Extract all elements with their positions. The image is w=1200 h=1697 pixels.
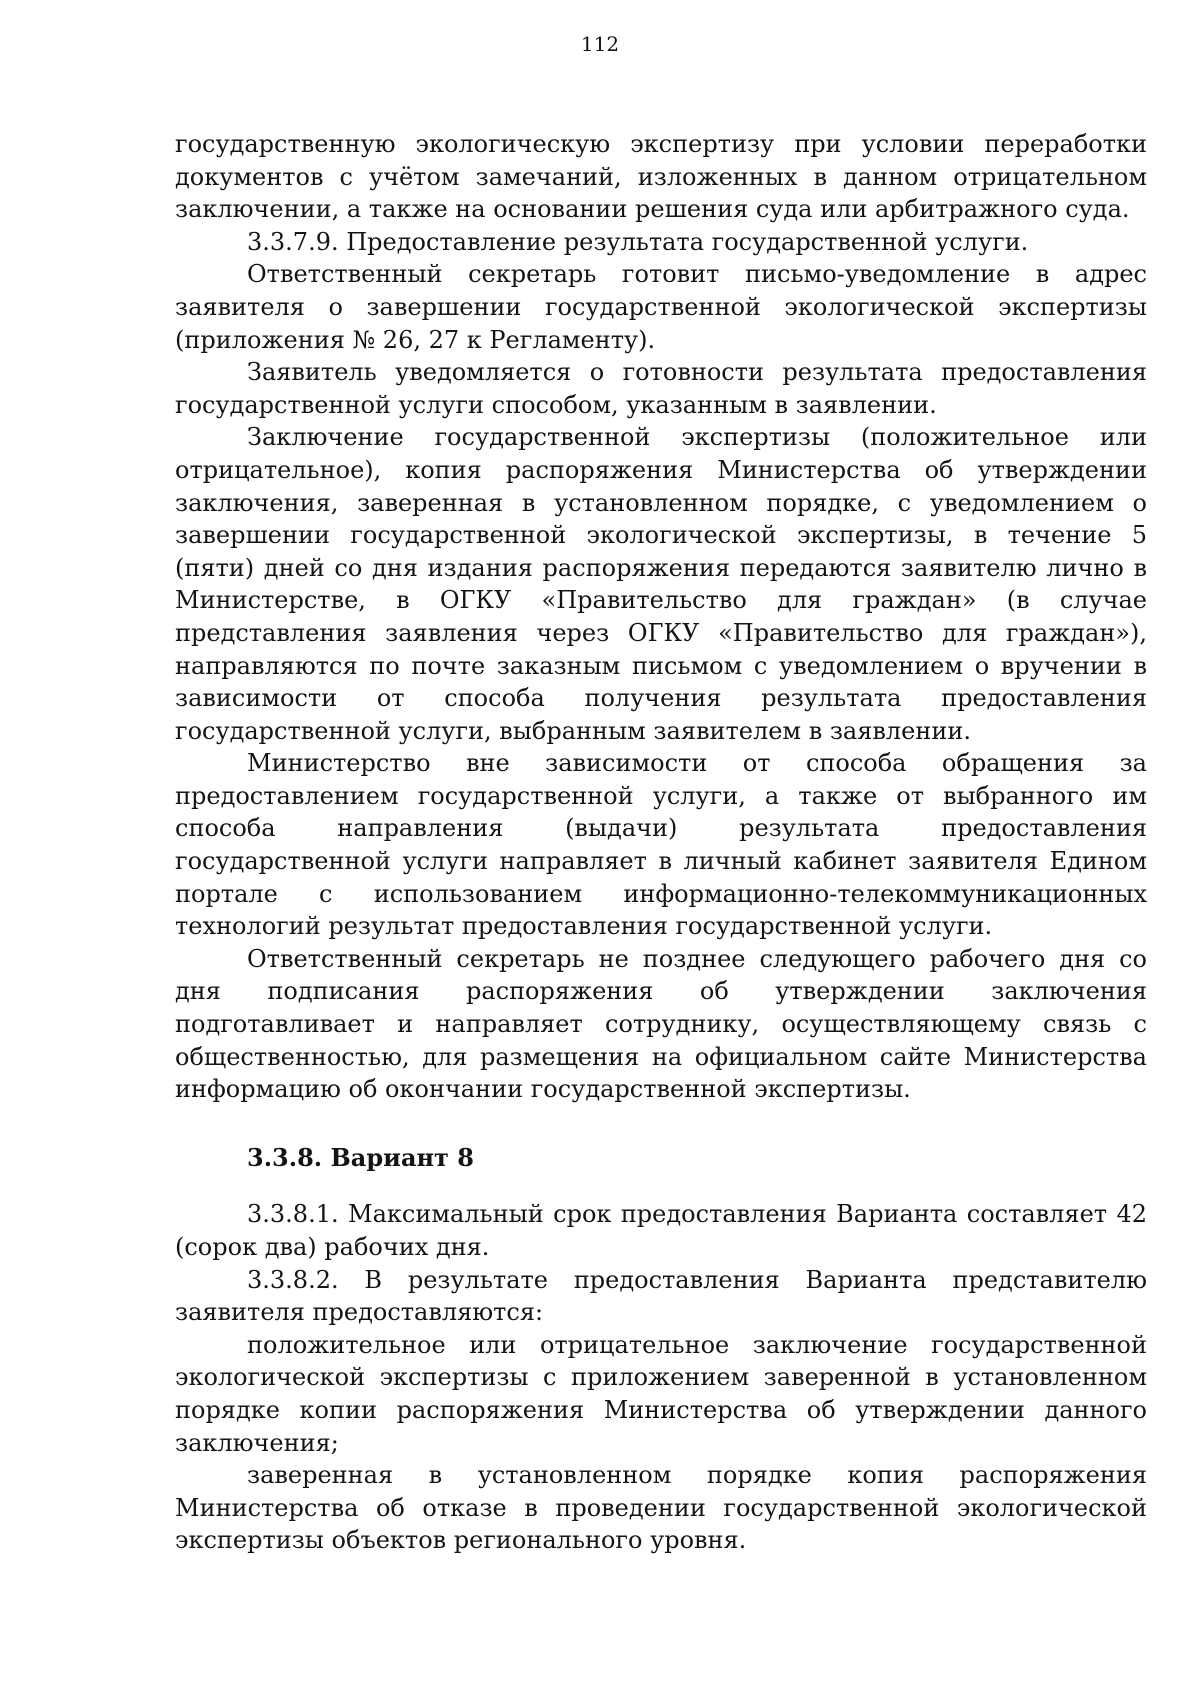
paragraph-conclusion-delivery: Заключение государственной экспертизы (положительное или отрицательное), копия распоряжения Министерства об утверждении заключения, заверенная в установленном порядке, с уведомлением о завершении государственной экологической экспертизы, в течение 5 (пяти) дней со дня издания распоряжения передаются заявителю лично в Министерстве, в ОГКУ «Правительство для граждан» (в случае представления заявления через ОГКУ «Правительство для граждан»), направляются по почте заказным письмом с уведомлением о вручении в зависимости от способа получения результата предоставления государственной услуги, выбранным заявителем в заявлении. bbox=[175, 423, 1147, 745]
section-heading-variant-8: 3.3.8. Вариант 8 bbox=[247, 1142, 474, 1172]
paragraph-secretary-notice: Ответственный секретарь готовит письмо-уведомление в адрес заявителя о завершении государственной экологической экспертизы (приложения № 26, 27 к Регламенту). bbox=[175, 260, 1147, 354]
paragraph-clause-3-3-8-2: 3.3.8.2. В результате предоставления Варианта представителю заявителя предоставляются: bbox=[175, 1265, 1147, 1327]
document-body bbox=[175, 128, 1147, 1557]
paragraph-clause-3-3-7-9: 3.3.7.9. Предоставление результата государственной услуги. bbox=[247, 227, 1029, 256]
paragraph-secretary-publication: Ответственный секретарь не позднее следующего рабочего дня со дня подписания распоряжения об утверждении заключения подготавливает и направляет сотруднику, осуществляющему связь с общественностью, для размещения на официальном сайте Министерства информацию об окончании государственной экспертизы. bbox=[175, 944, 1147, 1104]
paragraph-result-refusal: заверенная в установленном порядке копия распоряжения Министерства об отказе в проведении государственной экологической экспертизы объектов регионального уровня. bbox=[175, 1461, 1147, 1555]
paragraph-clause-3-3-8-1: 3.3.8.1. Максимальный срок предоставления Варианта составляет 42 (сорок два) рабочих дня. bbox=[175, 1200, 1147, 1261]
page-number: 112 bbox=[580, 32, 620, 56]
paragraph-ministry-portal: Министерство вне зависимости от способа обращения за предоставлением государственной услуги, а также от выбранного им способа направления (выдачи) результата предоставления государственной услуги направляет в личный кабинет заявителя Едином портале с использованием информационно-телекоммуникационных технологий результат предоставления государственной услуги. bbox=[175, 749, 1147, 941]
paragraph-applicant-notified: Заявитель уведомляется о готовности результата предоставления государственной услуги способом, указанным в заявлении. bbox=[175, 358, 1147, 419]
paragraph-continuation: государственную экологическую экспертизу при условии переработки документов с учётом замечаний, изложенных в данном отрицательном заключении, а также на основании решения суда или арбитражного суда. bbox=[175, 130, 1147, 224]
paragraph-result-conclusion: положительное или отрицательное заключение государственной экологической экспертизы с приложением заверенной в установленном порядке копии распоряжения Министерства об утверждении данного заключения; bbox=[175, 1330, 1147, 1457]
